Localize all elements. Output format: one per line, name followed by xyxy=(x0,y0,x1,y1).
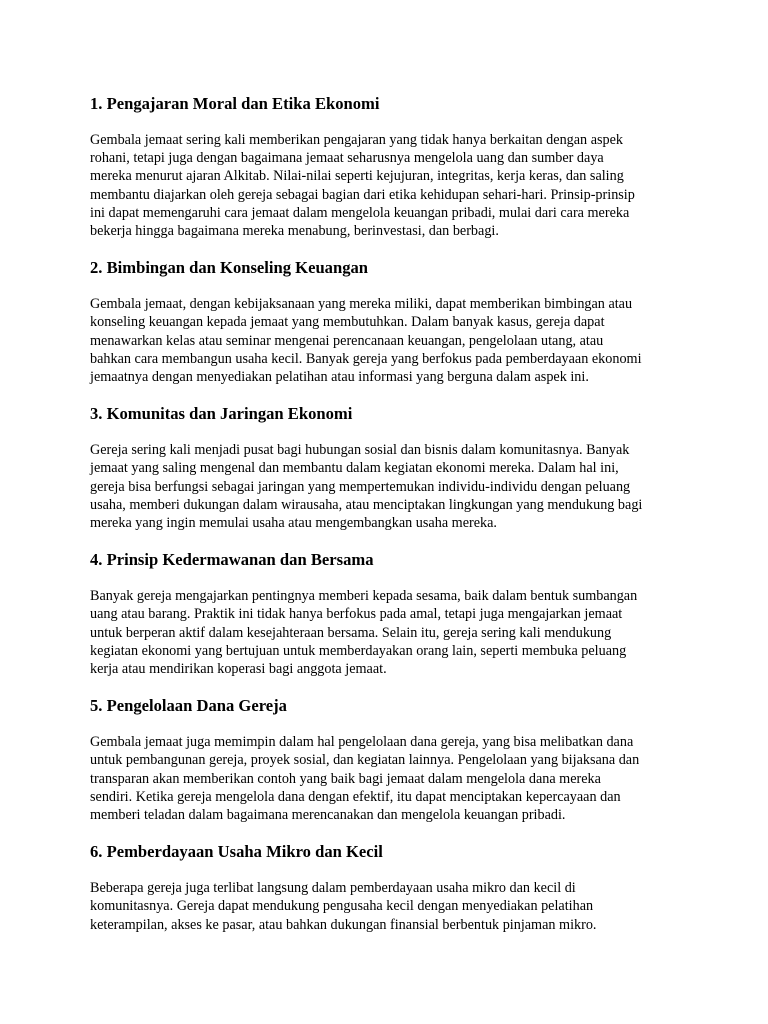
paragraph-line: bahkan cara membangun usaha kecil. Banyak gereja yang berfokus pada pemberdayaan ekonomi xyxy=(90,350,642,367)
paragraph-line: Gereja sering kali menjadi pusat bagi hubungan sosial dan bisnis dalam komunitasnya. Banyak xyxy=(90,442,630,459)
section-heading: 3. Komunitas dan Jaringan Ekonomi xyxy=(90,404,353,424)
section-heading: 5. Pengelolaan Dana Gereja xyxy=(90,696,287,716)
section-heading: 1. Pengajaran Moral dan Etika Ekonomi xyxy=(90,94,380,113)
paragraph-line: konseling keuangan kepada jemaat yang membutuhkan. Dalam banyak kasus, gereja dapat xyxy=(90,314,605,331)
paragraph-line: ini dapat memengaruhi cara jemaat dalam mengelola keuangan pribadi, mulai dari cara mereka xyxy=(90,204,630,221)
document-content xyxy=(90,93,682,951)
paragraph-line: sendiri. Ketika gereja mengelola dana dengan efektif, itu dapat menciptakan kepercayaan dan xyxy=(90,788,621,805)
paragraph-line: rohani, tetapi juga dengan bagaimana jemaat seharusnya mengelola uang dan sumber daya xyxy=(90,150,604,167)
section-heading: 6. Pemberdayaan Usaha Mikro dan Kecil xyxy=(90,842,383,862)
paragraph-line: jemaat yang saling mengenal dan membantu dalam kegiatan ekonomi mereka. Dalam hal ini, xyxy=(90,460,619,477)
section-moral-ethics xyxy=(90,93,682,240)
paragraph-line: untuk pembangunan gereja, proyek sosial, dan kegiatan lainnya. Pengelolaan yang bijaksana dan xyxy=(90,752,640,769)
section-church-funds xyxy=(90,695,682,824)
paragraph-line: mereka menurut ajaran Alkitab. Nilai-nilai seperti kejujuran, integritas, kerja keras, dan saling xyxy=(90,168,624,185)
paragraph-line: membantu diajarkan oleh gereja sebagai bagian dari etika kehidupan sehari-hari. Prinsip-prinsip xyxy=(90,186,635,203)
section-paragraph xyxy=(90,879,682,934)
paragraph-line: mereka yang ingin memulai usaha atau mengembangkan usaha mereka. xyxy=(90,515,497,532)
section-paragraph xyxy=(90,733,682,824)
section-paragraph xyxy=(90,587,682,678)
paragraph-line: Gembala jemaat sering kali memberikan pengajaran yang tidak hanya berkaitan dengan aspek xyxy=(90,132,623,148)
section-micro-business xyxy=(90,841,682,934)
paragraph-line: usaha, memberi dukungan dalam wirausaha, atau menciptakan lingkungan yang mendukung bagi xyxy=(90,496,643,513)
paragraph-line: komunitasnya. Gereja dapat mendukung pengusaha kecil dengan menyediakan pelatihan xyxy=(90,898,594,915)
paragraph-line: transparan akan memberikan contoh yang baik bagi jemaat dalam mengelola dana mereka xyxy=(90,770,601,787)
paragraph-line: kerja atau mendirikan koperasi bagi anggota jemaat. xyxy=(90,661,387,678)
paragraph-line: memberi teladan dalam bagaimana merencanakan dan mengelola keuangan pribadi. xyxy=(90,807,566,824)
section-paragraph xyxy=(90,441,682,532)
section-heading: 2. Bimbingan dan Konseling Keuangan xyxy=(90,258,369,278)
paragraph-line: Gembala jemaat juga memimpin dalam hal pengelolaan dana gereja, yang bisa melibatkan dana xyxy=(90,734,634,751)
section-generosity xyxy=(90,549,682,678)
paragraph-line: Gembala jemaat, dengan kebijaksanaan yang mereka miliki, dapat memberikan bimbingan atau xyxy=(90,296,633,313)
paragraph-line: Beberapa gereja juga terlibat langsung dalam pemberdayaan usaha mikro dan kecil di xyxy=(90,880,576,897)
paragraph-line: Banyak gereja mengajarkan pentingnya memberi kepada sesama, baik dalam bentuk sumbangan xyxy=(90,588,638,605)
paragraph-line: gereja bisa berfungsi sebagai jaringan yang mempertemukan individu-individu dengan peluang xyxy=(90,478,631,495)
section-paragraph xyxy=(90,295,682,386)
paragraph-line: keterampilan, akses ke pasar, atau bahkan dukungan finansial berbentuk pinjaman mikro. xyxy=(90,916,597,933)
paragraph-line: kegiatan ekonomi yang bertujuan untuk memberdayakan orang lain, seperti membuka peluang xyxy=(90,642,627,659)
section-financial-counseling xyxy=(90,257,682,386)
paragraph-line: menawarkan kelas atau seminar mengenai perencanaan keuangan, pengelolaan utang, atau xyxy=(90,332,604,349)
section-paragraph xyxy=(90,131,682,240)
section-heading: 4. Prinsip Kedermawanan dan Bersama xyxy=(90,550,374,570)
paragraph-line: untuk berperan aktif dalam kesejahteraan bersama. Selain itu, gereja sering kali mendukung xyxy=(90,624,612,641)
paragraph-line: uang atau barang. Praktik ini tidak hanya berfokus pada amal, tetapi juga mengajarkan jemaat xyxy=(90,606,623,623)
section-community-network xyxy=(90,403,682,532)
paragraph-line: bekerja hingga bagaimana mereka menabung, berinvestasi, dan berbagi. xyxy=(90,223,499,240)
paragraph-line: jemaatnya dengan menyediakan pelatihan atau informasi yang berguna dalam aspek ini. xyxy=(90,369,589,386)
